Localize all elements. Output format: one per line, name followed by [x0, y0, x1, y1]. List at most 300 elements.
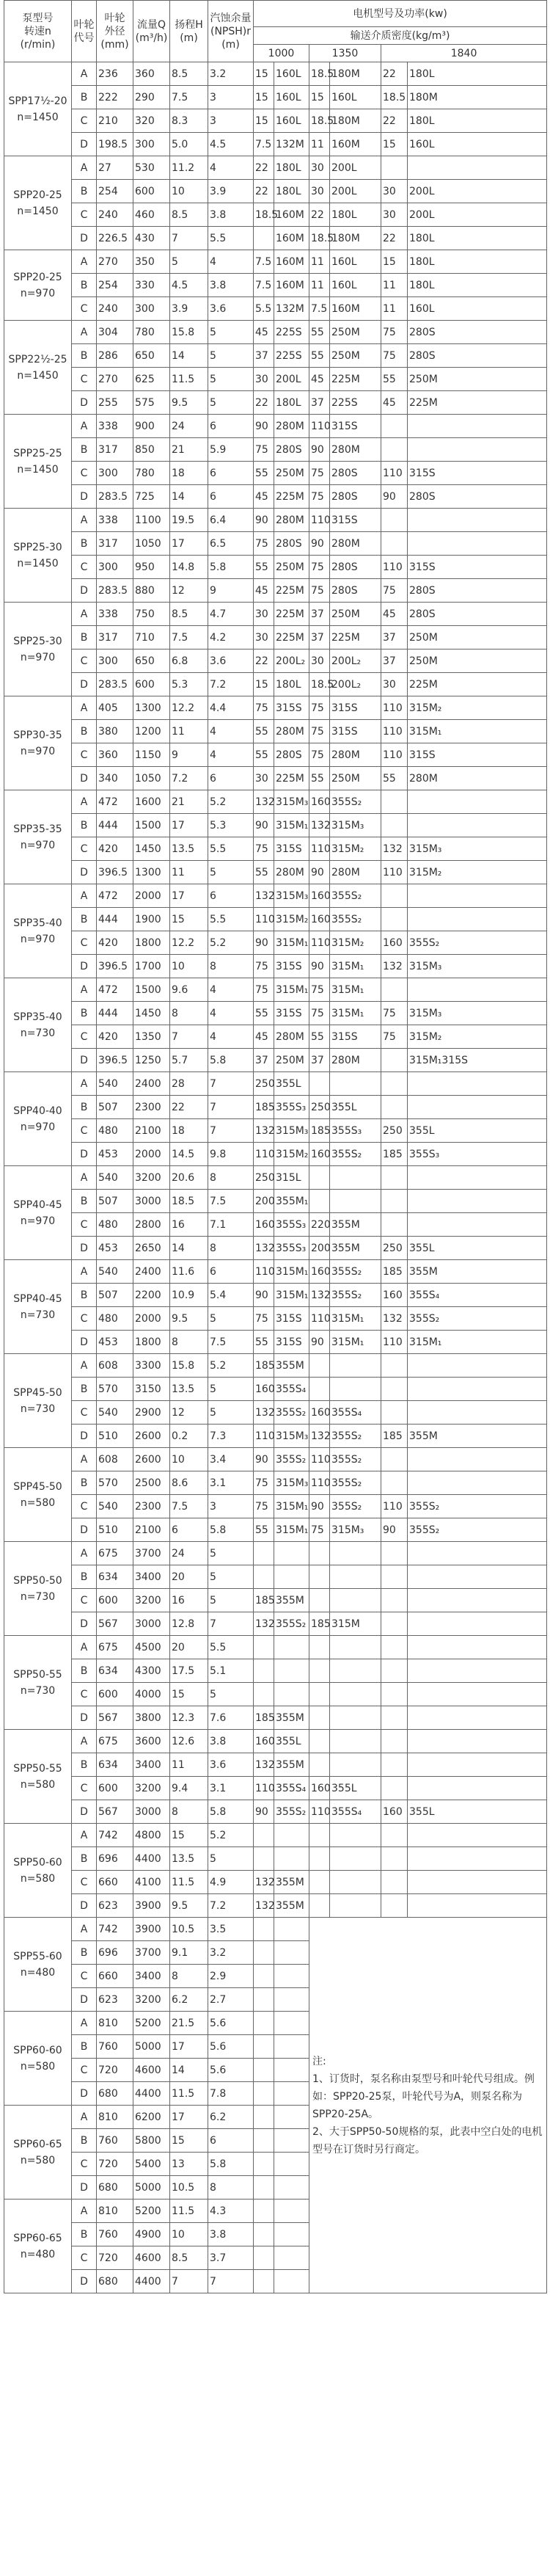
npsh-value: 5: [208, 1847, 254, 1871]
npsh-value: 7: [208, 1119, 254, 1143]
impeller-diameter: 760: [97, 2035, 133, 2059]
motor-cell: 15: [381, 250, 408, 274]
table-row: [4, 156, 547, 180]
impeller-code: B: [72, 1847, 97, 1871]
table-row: [4, 1589, 547, 1612]
motor-cell: [309, 1871, 330, 1894]
header-impeller-diameter: [97, 1, 133, 62]
motor-cell: 90: [254, 1448, 274, 1471]
motor-cell: [274, 2223, 309, 2246]
motor-cell: [381, 1166, 408, 1190]
motor-cell: [408, 1471, 547, 1495]
impeller-code: A: [72, 1918, 97, 1941]
npsh-value: 5.5: [208, 908, 254, 931]
flow-value: 4000: [133, 1683, 170, 1706]
npsh-value: 4.5: [208, 133, 254, 156]
motor-cell: [254, 1683, 274, 1706]
impeller-diameter: 317: [97, 626, 133, 650]
pump-model-cell: [4, 1166, 72, 1260]
motor-cell: 355L: [408, 1119, 547, 1143]
motor-cell: 90: [254, 509, 274, 532]
table-row: [4, 462, 547, 485]
impeller-diameter: 480: [97, 1307, 133, 1331]
motor-cell: 110: [309, 1448, 330, 1471]
motor-cell: 315S: [408, 462, 547, 485]
impeller-code: B: [72, 1753, 97, 1777]
head-value: 12.6: [170, 1730, 208, 1753]
header-head-line1: 扬程H: [175, 18, 203, 31]
impeller-diameter: 540: [97, 1072, 133, 1096]
motor-cell: 355M: [274, 1894, 309, 1918]
motor-cell: [330, 1542, 381, 1565]
pump-model-name: SPP50-55: [13, 1762, 62, 1775]
motor-cell: 90: [309, 861, 330, 884]
npsh-value: 3.9: [208, 180, 254, 203]
motor-cell: 132: [254, 1871, 274, 1894]
motor-cell: 132M: [274, 133, 309, 156]
flow-value: 4300: [133, 1659, 170, 1683]
pump-model-name: SPP45-50: [13, 1386, 62, 1399]
motor-cell: 200L: [330, 180, 381, 203]
motor-cell: 15: [254, 109, 274, 133]
motor-cell: 75: [254, 1307, 274, 1331]
motor-cell: [254, 2106, 274, 2129]
motor-cell: [309, 1378, 330, 1401]
impeller-code: B: [72, 1002, 97, 1025]
flow-value: 575: [133, 391, 170, 415]
npsh-value: 5.4: [208, 1284, 254, 1307]
motor-cell: 355S₂: [330, 1425, 381, 1448]
flow-value: 4600: [133, 2246, 170, 2270]
motor-cell: 355S₄: [274, 1378, 309, 1401]
npsh-value: 8: [208, 955, 254, 978]
motor-cell: 315M₂: [330, 931, 381, 955]
motor-cell: [330, 1894, 381, 1918]
impeller-diameter: 680: [97, 2082, 133, 2106]
impeller-diameter: 198.5: [97, 133, 133, 156]
head-value: 21: [170, 790, 208, 814]
head-value: 7.5: [170, 86, 208, 109]
motor-cell: 315M₂: [408, 861, 547, 884]
motor-cell: [408, 884, 547, 908]
impeller-code: B: [72, 908, 97, 931]
motor-cell: 355S₃: [408, 1143, 547, 1166]
motor-cell: [309, 1589, 330, 1612]
motor-cell: [274, 1965, 309, 1988]
head-value: 10.9: [170, 1284, 208, 1307]
motor-cell: 315M₃: [274, 884, 309, 908]
motor-cell: [408, 1871, 547, 1894]
flow-value: 725: [133, 485, 170, 509]
header-impeller-line2: 代号: [73, 32, 95, 44]
flow-value: 3700: [133, 1941, 170, 1965]
motor-cell: 315M₃: [330, 1518, 381, 1542]
npsh-value: 7.2: [208, 673, 254, 696]
motor-cell: [274, 1918, 309, 1941]
pump-model-cell: [4, 1448, 72, 1542]
motor-cell: 55: [254, 1002, 274, 1025]
motor-cell: 75: [309, 978, 330, 1002]
pump-speed: n=1450: [17, 205, 59, 217]
motor-cell: 180M: [330, 109, 381, 133]
pump-model-name: SPP22½-25: [8, 353, 67, 365]
npsh-value: 6.4: [208, 509, 254, 532]
motor-cell: [309, 1824, 330, 1847]
motor-cell: [309, 1706, 330, 1730]
flow-value: 1050: [133, 532, 170, 556]
motor-cell: [254, 1542, 274, 1565]
motor-cell: 200: [309, 1237, 330, 1260]
motor-cell: 7.5: [309, 297, 330, 321]
motor-cell: 15: [381, 133, 408, 156]
motor-cell: 30: [381, 203, 408, 227]
motor-cell: [381, 1636, 408, 1659]
head-value: 14.5: [170, 1143, 208, 1166]
flow-value: 880: [133, 579, 170, 603]
impeller-diameter: 396.5: [97, 861, 133, 884]
pump-speed: n=970: [20, 651, 56, 663]
pump-model-cell: [4, 1730, 72, 1824]
npsh-value: 7.6: [208, 1706, 254, 1730]
motor-cell: [408, 1636, 547, 1659]
motor-cell: 280S: [274, 743, 309, 767]
npsh-value: 5: [208, 1307, 254, 1331]
header-impeller-code: [72, 1, 97, 62]
motor-cell: 250M: [274, 1049, 309, 1072]
motor-cell: 30: [309, 180, 330, 203]
impeller-diameter: 254: [97, 274, 133, 297]
motor-cell: 225S: [274, 344, 309, 368]
flow-value: 3600: [133, 1730, 170, 1753]
impeller-code: B: [72, 1378, 97, 1401]
head-value: 12.2: [170, 931, 208, 955]
impeller-code: C: [72, 931, 97, 955]
motor-cell: [254, 2082, 274, 2106]
head-value: 5.7: [170, 1049, 208, 1072]
head-value: 11.2: [170, 156, 208, 180]
npsh-value: 3.5: [208, 1918, 254, 1941]
motor-cell: 132: [254, 1894, 274, 1918]
motor-cell: [274, 2200, 309, 2223]
npsh-value: 4: [208, 720, 254, 743]
pump-model-name: SPP45-50: [13, 1480, 62, 1493]
flow-value: 1800: [133, 1331, 170, 1354]
motor-cell: [381, 1542, 408, 1565]
motor-cell: [330, 1824, 381, 1847]
impeller-code: A: [72, 1072, 97, 1096]
motor-cell: 55: [309, 767, 330, 790]
motor-cell: [330, 1659, 381, 1683]
head-value: 0.2: [170, 1425, 208, 1448]
impeller-code: A: [72, 156, 97, 180]
motor-cell: 160L: [330, 274, 381, 297]
impeller-diameter: 600: [97, 1777, 133, 1800]
motor-cell: 90: [254, 931, 274, 955]
table-row: [4, 1871, 547, 1894]
pump-model-name: SPP20-25: [13, 271, 62, 283]
table-row: [4, 109, 547, 133]
npsh-value: 7: [208, 1096, 254, 1119]
motor-cell: 18.5: [381, 86, 408, 109]
head-value: 9.4: [170, 1777, 208, 1800]
head-value: 10: [170, 2223, 208, 2246]
motor-cell: 200L: [408, 203, 547, 227]
npsh-value: 7.5: [208, 1331, 254, 1354]
pump-speed: n=970: [20, 1215, 56, 1227]
motor-cell: 355S₂: [274, 1401, 309, 1425]
pump-speed: n=730: [20, 1309, 56, 1321]
motor-cell: 110: [309, 837, 330, 861]
motor-cell: 180L: [274, 156, 309, 180]
motor-cell: 55: [381, 767, 408, 790]
impeller-diameter: 634: [97, 1753, 133, 1777]
head-value: 11.6: [170, 1260, 208, 1284]
pump-model-name: SPP40-45: [13, 1292, 62, 1305]
motor-cell: 75: [254, 1471, 274, 1495]
motor-cell: [330, 1565, 381, 1589]
motor-cell: 355M₁: [274, 1190, 309, 1213]
npsh-value: 4.2: [208, 626, 254, 650]
motor-cell: [381, 814, 408, 837]
note-line: 1、订货时，泵名称由泵型号和叶轮代号组成。例如：SPP20-25泵，叶轮代号为A，则泵名称为SPP20-25A。: [312, 2073, 535, 2120]
motor-cell: 132: [254, 1753, 274, 1777]
impeller-code: B: [72, 1284, 97, 1307]
motor-cell: 37: [309, 391, 330, 415]
npsh-value: 5.1: [208, 1659, 254, 1683]
head-value: 14: [170, 485, 208, 509]
motor-cell: 22: [381, 227, 408, 250]
motor-cell: [309, 1190, 330, 1213]
pump-model-cell: [4, 1636, 72, 1730]
npsh-value: 5.8: [208, 1049, 254, 1072]
motor-cell: 200: [254, 1190, 274, 1213]
flow-value: 3400: [133, 1753, 170, 1777]
pump-model-cell: [4, 1824, 72, 1918]
motor-cell: 225S: [330, 391, 381, 415]
pump-model-name: SPP40-40: [13, 1105, 62, 1117]
head-value: 14: [170, 2059, 208, 2082]
motor-cell: 110: [254, 908, 274, 931]
motor-cell: [408, 1706, 547, 1730]
impeller-code: D: [72, 861, 97, 884]
motor-cell: [408, 1542, 547, 1565]
pump-model-name: SPP35-40: [13, 1011, 62, 1023]
motor-cell: 160L: [274, 62, 309, 86]
impeller-diameter: 742: [97, 1918, 133, 1941]
motor-cell: [254, 2270, 274, 2293]
motor-cell: [408, 1753, 547, 1777]
motor-cell: [330, 1190, 381, 1213]
impeller-diameter: 810: [97, 2106, 133, 2129]
npsh-value: 6: [208, 485, 254, 509]
pump-model-name: SPP60-65: [13, 2232, 62, 2244]
table-row: [4, 1354, 547, 1378]
pump-model-name: SPP40-45: [13, 1198, 62, 1211]
pump-model-name: SPP20-25: [13, 189, 62, 201]
motor-cell: 30: [309, 156, 330, 180]
pump-model-cell: [4, 1542, 72, 1636]
table-row: [4, 1401, 547, 1425]
head-value: 21.5: [170, 2012, 208, 2035]
motor-cell: 75: [309, 696, 330, 720]
pump-model-cell: [4, 509, 72, 603]
flow-value: 3000: [133, 1190, 170, 1213]
motor-cell: [381, 884, 408, 908]
npsh-value: 3.6: [208, 297, 254, 321]
impeller-diameter: 567: [97, 1800, 133, 1824]
table-row: [4, 720, 547, 743]
motor-cell: 315M₁: [274, 1260, 309, 1284]
impeller-code: B: [72, 720, 97, 743]
flow-value: 1350: [133, 1025, 170, 1049]
impeller-code: B: [72, 1941, 97, 1965]
head-value: 8: [170, 1965, 208, 1988]
pump-speed: n=970: [20, 839, 56, 851]
head-value: 10.5: [170, 1918, 208, 1941]
impeller-code: C: [72, 368, 97, 391]
table-row: [4, 1307, 547, 1331]
head-value: 16: [170, 1213, 208, 1237]
motor-cell: 75: [309, 720, 330, 743]
motor-cell: 160L: [408, 297, 547, 321]
flow-value: 2600: [133, 1425, 170, 1448]
motor-cell: [274, 2246, 309, 2270]
motor-cell: 90: [309, 1495, 330, 1518]
impeller-diameter: 472: [97, 978, 133, 1002]
npsh-value: 9.8: [208, 1143, 254, 1166]
motor-cell: 132: [381, 955, 408, 978]
impeller-code: A: [72, 1824, 97, 1847]
motor-cell: [309, 1753, 330, 1777]
npsh-value: 5: [208, 1378, 254, 1401]
impeller-code: D: [72, 2176, 97, 2200]
npsh-value: 3: [208, 1495, 254, 1518]
impeller-diameter: 210: [97, 109, 133, 133]
impeller-code: C: [72, 743, 97, 767]
motor-cell: [309, 1894, 330, 1918]
pump-model-name: SPP25-30: [13, 635, 62, 647]
motor-cell: 160: [381, 1284, 408, 1307]
motor-cell: 132: [254, 1401, 274, 1425]
motor-cell: 90: [309, 438, 330, 462]
impeller-diameter: 453: [97, 1237, 133, 1260]
table-row: [4, 250, 547, 274]
motor-cell: 280S: [330, 485, 381, 509]
motor-cell: [254, 1847, 274, 1871]
impeller-code: C: [72, 1025, 97, 1049]
motor-cell: 355S₄: [330, 1800, 381, 1824]
motor-cell: 7.5: [254, 250, 274, 274]
impeller-diameter: 283.5: [97, 485, 133, 509]
motor-cell: 110: [381, 720, 408, 743]
motor-cell: 280M: [330, 743, 381, 767]
motor-cell: [254, 1918, 274, 1941]
motor-cell: [408, 415, 547, 438]
table-row: [4, 1284, 547, 1307]
motor-cell: 225M: [274, 626, 309, 650]
motor-cell: 132: [254, 884, 274, 908]
npsh-value: 3.8: [208, 2223, 254, 2246]
motor-cell: 280M: [274, 720, 309, 743]
header-density-1840: 1840: [381, 45, 547, 62]
impeller-code: C: [72, 1119, 97, 1143]
flow-value: 600: [133, 673, 170, 696]
flow-value: 530: [133, 156, 170, 180]
head-value: 6: [170, 1518, 208, 1542]
impeller-diameter: 283.5: [97, 673, 133, 696]
motor-cell: [309, 1542, 330, 1565]
motor-cell: [381, 1072, 408, 1096]
motor-cell: 355L: [330, 1096, 381, 1119]
motor-cell: [381, 1659, 408, 1683]
impeller-code: A: [72, 1260, 97, 1284]
npsh-value: 4: [208, 1002, 254, 1025]
motor-cell: [381, 1471, 408, 1495]
motor-cell: 160M: [330, 133, 381, 156]
table-row: [4, 227, 547, 250]
motor-cell: 132: [254, 1237, 274, 1260]
motor-cell: 45: [309, 368, 330, 391]
motor-cell: 160M: [274, 203, 309, 227]
motor-cell: 315M₁: [330, 1002, 381, 1025]
motor-cell: [309, 1659, 330, 1683]
impeller-code: D: [72, 673, 97, 696]
npsh-value: 5: [208, 1683, 254, 1706]
impeller-diameter: 286: [97, 344, 133, 368]
table-row: [4, 203, 547, 227]
motor-cell: [408, 1096, 547, 1119]
flow-value: 3900: [133, 1894, 170, 1918]
table-row: [4, 297, 547, 321]
pump-speed: n=730: [20, 1590, 56, 1603]
pump-model-cell: [4, 156, 72, 250]
table-row: [4, 1002, 547, 1025]
head-value: 7.5: [170, 1495, 208, 1518]
motor-cell: [381, 1565, 408, 1589]
npsh-value: 5: [208, 368, 254, 391]
header-flow-line1: 流量Q: [136, 18, 166, 31]
impeller-code: B: [72, 1471, 97, 1495]
npsh-value: 5: [208, 1401, 254, 1425]
impeller-diameter: 742: [97, 1824, 133, 1847]
head-value: 7: [170, 227, 208, 250]
flow-value: 780: [133, 321, 170, 344]
motor-cell: 355M: [274, 1753, 309, 1777]
pump-spec-table: [4, 0, 547, 2293]
head-value: 8: [170, 1800, 208, 1824]
head-value: 5: [170, 250, 208, 274]
motor-cell: 315S: [274, 1002, 309, 1025]
impeller-code: A: [72, 1636, 97, 1659]
motor-cell: 55: [254, 1518, 274, 1542]
table-row: [4, 1378, 547, 1401]
impeller-diameter: 236: [97, 62, 133, 86]
flow-value: 4100: [133, 1871, 170, 1894]
motor-cell: 30: [254, 603, 274, 626]
impeller-diameter: 283.5: [97, 579, 133, 603]
motor-cell: 315M₁: [274, 1495, 309, 1518]
motor-cell: 18.5: [309, 673, 330, 696]
motor-cell: [381, 1401, 408, 1425]
impeller-code: C: [72, 1307, 97, 1331]
impeller-diameter: 304: [97, 321, 133, 344]
pump-model-cell: [4, 884, 72, 978]
motor-cell: 355M: [408, 1425, 547, 1448]
motor-cell: 355M: [274, 1871, 309, 1894]
motor-cell: [381, 415, 408, 438]
npsh-value: 5.2: [208, 1354, 254, 1378]
motor-cell: 315M₂: [408, 696, 547, 720]
